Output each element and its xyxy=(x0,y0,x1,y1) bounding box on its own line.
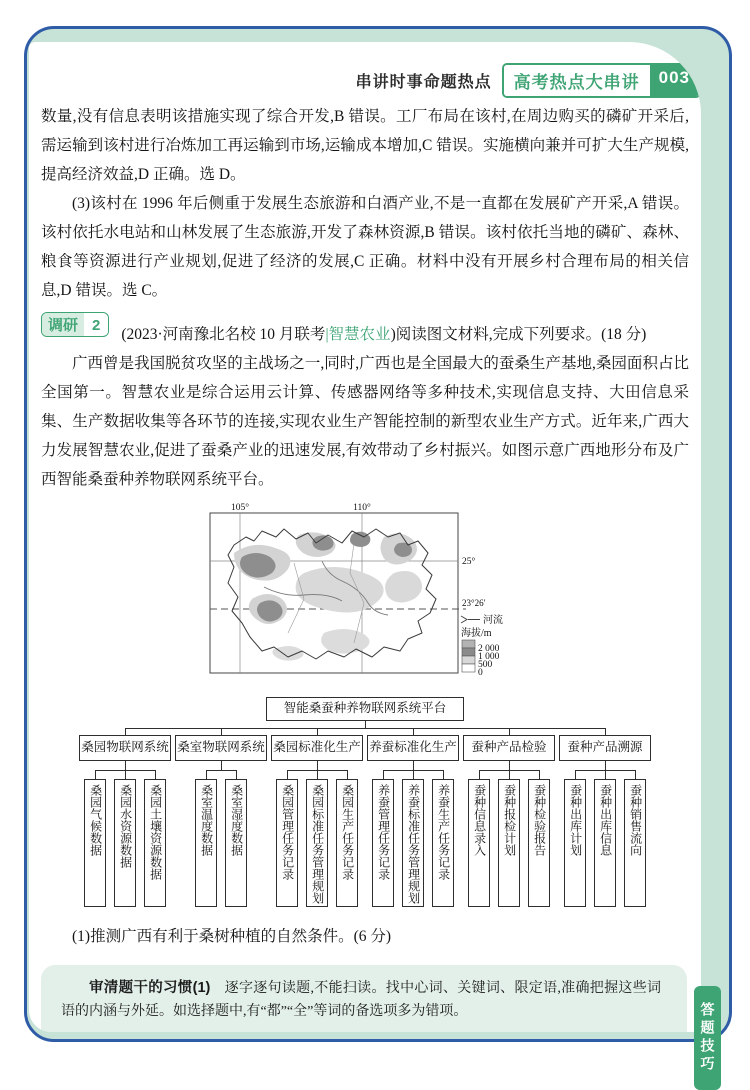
flow-node: 桑园气候数据 xyxy=(84,779,106,907)
map-legend-elevation: 海拔/m xyxy=(461,628,492,639)
elev-tick-1000: 1 000 xyxy=(478,652,500,662)
material-paragraph: 广西曾是我国脱贫攻坚的主战场之一,同时,广西也是全国最大的蚕桑生产基地,桑园面积占比全国第一。智慧农业是综合运用云计算、传感器网络等多种技术,实现信息支持、大田信息采集、生产数据收集等各环节的连接,实现农业生产智能控制的新型农业生产方式。近年来,广西大力发展智慧农业,促进了蚕桑产业的迅速发展,有效带动了乡村振兴。如图示意广西地形分布及广西智能桑蚕种养物联网系统平台。 xyxy=(41,355,689,488)
tip-title: 审清题干的习惯(1) xyxy=(89,980,211,996)
survey-badge-number: 2 xyxy=(84,316,108,335)
flow-connector xyxy=(509,728,510,735)
answer-paragraph-1: 数量,没有信息表明该措施实现了综合开发,B 错误。工厂布局在该村,在周边购买的磷矿开采后,需运输到该村进行冶炼加工再运输到市场,运输成本增加,C 错误。实施横向兼并可扩大生产规模,提高经济效益,D 正确。选 D。 xyxy=(41,108,689,183)
flow-connector xyxy=(206,770,236,771)
flow-connector xyxy=(317,770,318,779)
flow-connector xyxy=(155,770,156,779)
flow-node: 蚕种检验报告 xyxy=(528,779,550,907)
flow-node: 桑园标准任务管理规划 xyxy=(306,779,328,907)
flow-connector xyxy=(443,770,444,779)
header-section-title: 串讲时事命题热点 xyxy=(355,73,492,91)
flow-node: 桑室温度数据 xyxy=(195,779,217,907)
flow-connector xyxy=(413,761,414,770)
flow-connector xyxy=(509,770,510,779)
elev-tick-0: 0 xyxy=(478,668,483,678)
flowchart xyxy=(77,697,653,915)
flow-connector xyxy=(413,770,414,779)
flow-node: 蚕种信息录入 xyxy=(468,779,490,907)
flow-node: 养蚕标准任务管理规划 xyxy=(402,779,424,907)
flow-node: 蚕种报检计划 xyxy=(498,779,520,907)
flow-connector xyxy=(125,761,126,770)
map-legend-river: 河流 xyxy=(483,615,503,626)
flow-connector xyxy=(287,770,288,779)
survey-badge xyxy=(41,312,109,337)
flow-connector xyxy=(605,770,606,779)
river-symbol-icon xyxy=(461,616,467,623)
flow-connector xyxy=(605,728,606,735)
elev-tick-500: 500 xyxy=(478,660,493,670)
header-badge-label: 高考热点大串讲 xyxy=(504,65,650,96)
flow-connector xyxy=(317,728,318,735)
answer-paragraph-2: (3)该村在 1996 年后侧重于发展生态旅游和白酒产业,不是一直都在发展矿产开采,A 错误。该村依托水电站和山林发展了生态旅游,开发了森林资源,B 错误。该村依托当地的磷矿、森林、粮食等资源进行产业规划,促进了经济的发展,C 正确。材料中没有开展乡村合理布局的相关信息,D 错误。选 C。 xyxy=(41,195,689,299)
page-frame xyxy=(24,26,732,1042)
flow-connector xyxy=(539,770,540,779)
map-label-2326: 23°26′ xyxy=(462,598,486,608)
flow-connector xyxy=(221,728,222,735)
header-badge xyxy=(502,63,701,98)
flow-node: 桑室湿度数据 xyxy=(225,779,247,907)
flow-connector xyxy=(635,770,636,779)
flow-node: 智能桑蚕种养物联网系统平台 xyxy=(266,697,464,721)
flow-connector xyxy=(317,761,318,770)
flow-node: 桑室物联网系统 xyxy=(175,735,267,761)
flow-node: 蚕种产品溯源 xyxy=(559,735,651,761)
flow-connector xyxy=(365,721,366,728)
flow-connector xyxy=(347,770,348,779)
flow-node: 桑园生产任务记录 xyxy=(336,779,358,907)
flow-node: 养蚕管理任务记录 xyxy=(372,779,394,907)
flow-connector xyxy=(125,728,605,729)
flow-node: 蚕种产品检验 xyxy=(463,735,555,761)
flow-node: 蚕种出库计划 xyxy=(564,779,586,907)
question-1: (1)推测广西有利于桑树种植的自然条件。(6 分) xyxy=(72,928,392,945)
flow-connector xyxy=(125,728,126,735)
flow-node: 桑园物联网系统 xyxy=(79,735,171,761)
flow-connector xyxy=(236,770,237,779)
exercise-header xyxy=(41,312,689,349)
flow-node: 养蚕生产任务记录 xyxy=(432,779,454,907)
map-label-25: 25° xyxy=(462,557,476,567)
map-label-110: 110° xyxy=(353,503,371,513)
flow-connector xyxy=(206,770,207,779)
survey-badge-label: 调研 xyxy=(42,313,84,336)
tip-box xyxy=(41,965,687,1032)
page-number: 003 xyxy=(650,65,699,96)
flow-connector xyxy=(125,770,126,779)
flow-node: 桑园管理任务记录 xyxy=(276,779,298,907)
map-label-105: 105° xyxy=(230,503,250,513)
flow-node: 桑园水资源数据 xyxy=(114,779,136,907)
flow-node: 蚕种销售流向 xyxy=(624,779,646,907)
flow-connector xyxy=(575,770,576,779)
flow-node: 养蚕标准化生产 xyxy=(367,735,459,761)
flow-connector xyxy=(95,770,96,779)
elev-tick-2000: 2 000 xyxy=(478,644,500,654)
flow-connector xyxy=(479,770,480,779)
side-tab-answer-skills: 答题技巧 xyxy=(694,986,721,1090)
flow-node: 蚕种出库信息 xyxy=(594,779,616,907)
flow-connector xyxy=(413,728,414,735)
flow-node: 桑园土壤资源数据 xyxy=(144,779,166,907)
flow-connector xyxy=(605,761,606,770)
guangxi-map xyxy=(204,503,526,688)
flow-connector xyxy=(221,761,222,770)
tip-paragraph xyxy=(61,977,661,1023)
flow-node: 桑园标准化生产 xyxy=(271,735,363,761)
flow-connector xyxy=(509,761,510,770)
content-area xyxy=(29,42,701,1032)
map-svg xyxy=(204,503,526,683)
exercise-topic-tag: 智慧农业 xyxy=(328,326,391,343)
tip-body: 逐字逐句读题,不能扫读。找中心词、关键词、限定语,准确把握这些词语的内涵与外延。如选择题中,有“都”“全”等词的备选项多为错项。 xyxy=(61,981,661,1019)
exercise-source-divider: | xyxy=(325,326,329,343)
page-header xyxy=(41,64,689,96)
exercise-source-suffix: )阅读图文材料,完成下列要求。(18 分) xyxy=(390,326,647,343)
exercise-source-prefix: (2023·河南豫北名校 10 月联考 xyxy=(121,326,326,343)
flow-connector xyxy=(383,770,384,779)
